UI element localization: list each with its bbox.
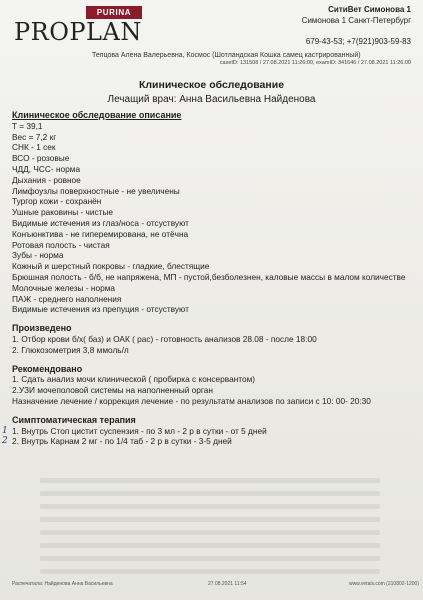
document-title: Клиническое обследование <box>138 79 285 91</box>
footer-software: www.vetais.com (210802-1200) <box>348 581 419 587</box>
exam-line: ЧДД, ЧСС- норма <box>12 163 81 174</box>
proplan-wordmark: PROPLAN <box>14 18 142 46</box>
exam-line: Молочные железы - норма <box>12 282 116 293</box>
footer-timestamp: 27.08.2021 11:54 <box>208 581 247 587</box>
recommended-line: Назначение лечение / коррекция лечение - по результатм анализов по записи с 10: 00- 20:30 <box>12 395 371 406</box>
exam-line: ПАЖ - среднего наполнения <box>12 293 122 304</box>
exam-line: Лимфоузлы поверхностные - не увеличены <box>12 185 180 196</box>
recommended-heading: Рекомендовано <box>12 363 83 374</box>
exam-line: Зубы - норма <box>12 250 64 261</box>
show-through-text <box>40 470 380 582</box>
case-ids: caseID: 131508 / 27.08.2021 11:26:00, examID: 341646 / 27.08.2021 11:26:00 <box>219 60 411 66</box>
doctor-line: Лечащий врач: Анна Васильевна Найденова <box>107 94 316 105</box>
exam-line: Конъюнктива - не гиперемирована, не отёчна <box>12 228 189 239</box>
exam-line: Кожный и шерстный покровы - гладкие, блестящие <box>12 261 210 272</box>
clinic-name: СитиВет Симонова 1 <box>328 5 411 14</box>
document-body <box>2 110 417 447</box>
purina-badge: PURINA <box>86 6 142 19</box>
handwritten-mark: 2 <box>2 436 8 447</box>
exam-heading: Клиническое обследование описание <box>12 110 182 120</box>
exam-line: Видимые истечения из препуция - отсуствуют <box>12 304 189 315</box>
exam-line: Видимые истечения из глаз/носа - отсуствуют <box>12 217 189 228</box>
exam-line: Ротовая полость - чистая <box>12 239 110 250</box>
footer-printed-by: Распечатала: Найденова Анна Васильевна <box>12 581 113 587</box>
exam-line: Вес = 7,2 кг <box>12 131 57 142</box>
exam-line: ВСО - розовые <box>12 153 70 164</box>
handwritten-mark: 1 <box>2 425 8 436</box>
therapy-heading: Симптоматическая терапия <box>12 414 136 425</box>
done-line: 1. Отбор крови б/х( баз) и ОАК ( рас) - готовность анализов 28.08 - после 18:00 <box>12 333 317 344</box>
exam-line: Ушные раковины - чистые <box>12 207 114 218</box>
therapy-line <box>2 425 417 437</box>
clinic-phones: 679-43-53; +7(921)903-59-83 <box>305 37 411 46</box>
therapy-text: 2. Внутрь Карнам 2 мг - по 1/4 таб - 2 р в сутки - 3-5 дней <box>12 436 232 447</box>
clinic-info <box>302 4 411 26</box>
exam-line: СНК - 1 сек <box>12 142 56 153</box>
clinic-address: Симонова 1 Санкт-Петербург <box>301 16 411 25</box>
therapy-text: 1. Внутрь Стоп цистит суспензия - по 3 мл - 2 р в сутки - от 5 дней <box>12 425 267 436</box>
recommended-line: 1. Сдать анализ мочи клинической ( пробирка с консервантом) <box>12 374 256 385</box>
exam-line: T = 39,1 <box>12 120 43 131</box>
patient-line: Тепцова Алена Валерьевна, Космос (Шотландская Кошка самец кастрированный) <box>92 52 361 59</box>
recommended-line: 2.УЗИ мочеполовой системы на наполненный орган <box>12 385 213 396</box>
exam-line: Брюшная полость - б/б, не напряжена, МП - пустой,безболезнен, каловые массы в малом количестве <box>12 271 406 282</box>
exam-line: Дыхания - ровное <box>12 174 81 185</box>
done-line: 2. Глюкозометрия 3,8 ммоль/л <box>12 344 129 355</box>
therapy-line <box>2 436 417 447</box>
done-heading: Произведено <box>12 323 72 334</box>
exam-line: Тургор кожи - сохранён <box>12 196 102 207</box>
